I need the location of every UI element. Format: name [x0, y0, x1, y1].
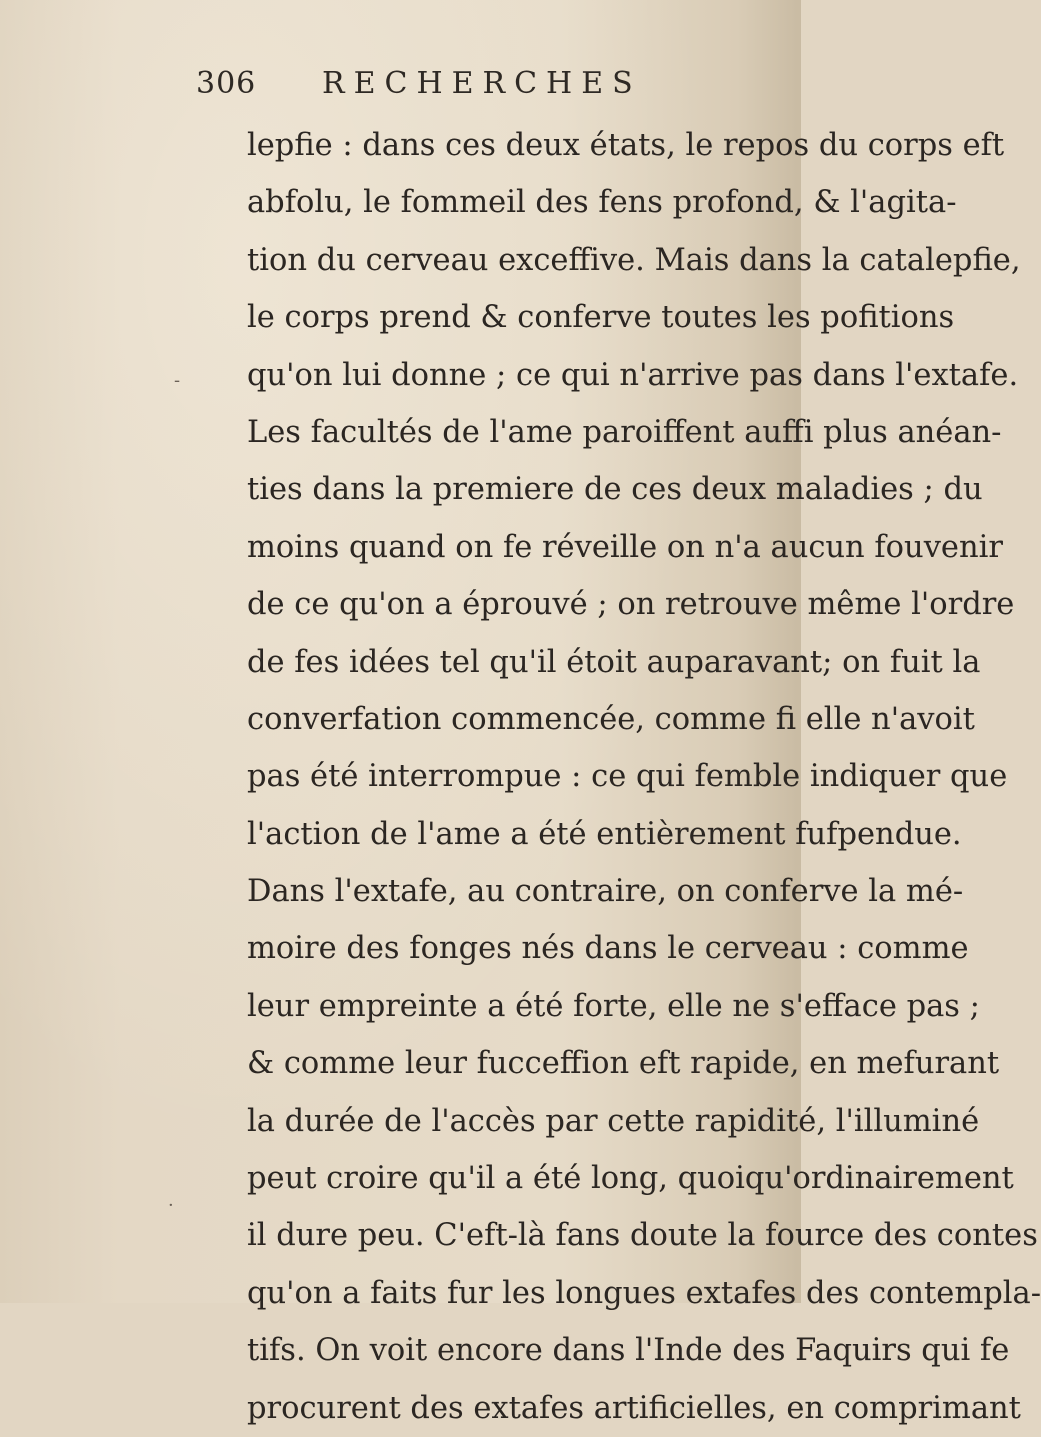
- text-line: peut croire qu'il a été long, quoiqu'ordinairement: [247, 1161, 1014, 1197]
- text-line: Dans l'extafe, au contraire, on conferve la mé-: [247, 874, 964, 910]
- text-line: tion du cerveau exceffive. Mais dans la catalepfie,: [247, 242, 1021, 278]
- running-title: RECHERCHES: [322, 66, 642, 101]
- text-line: qu'on lui donne ; ce qui n'arrive pas dans l'extafe.: [247, 357, 1019, 393]
- text-line: moins quand on fe réveille on n'a aucun fouvenir: [247, 529, 1003, 565]
- text-line: qu'on a faits fur les longues extafes des contempla-: [247, 1275, 1041, 1311]
- text-line: le corps prend & conferve toutes les pofitions: [247, 300, 955, 336]
- text-line: lepfie : dans ces deux états, le repos du corps eft: [247, 128, 1005, 163]
- text-line: de fes idées tel qu'il étoit auparavant; on fuit la: [247, 644, 981, 680]
- text-line: la durée de l'accès par cette rapidité, l'illuminé: [247, 1103, 980, 1139]
- text-line: procurent des extafes artificielles, en comprimant: [247, 1390, 1021, 1426]
- text-line: Les facultés de l'ame paroiffent auffi plus anéan-: [247, 414, 1002, 450]
- text-line: converfation commencée, comme fi elle n'avoit: [247, 701, 975, 737]
- text-line: moire des fonges nés dans le cerveau : comme: [247, 931, 969, 967]
- text-line: l'action de l'ame a été entièrement fufpendue.: [247, 816, 962, 852]
- text-line: il dure peu. C'eft-là fans doute la fource des contes: [247, 1218, 1038, 1254]
- text-line: abfolu, le fommeil des fens profond, & l'agita-: [247, 185, 957, 221]
- text-line: ties dans la premiere de ces deux maladies ; du: [247, 472, 983, 508]
- text-line: leur empreinte a été forte, elle ne s'efface pas ;: [247, 988, 980, 1024]
- body-text: [247, 117, 1041, 1437]
- text-line: & comme leur fucceffion eft rapide, en mefurant: [247, 1046, 1000, 1082]
- text-line: tifs. On voit encore dans l'Inde des Faquirs qui fe: [247, 1333, 1010, 1369]
- page-number: 306: [196, 66, 257, 101]
- text-line: de ce qu'on a éprouvé ; on retrouve même l'ordre: [247, 587, 1015, 623]
- margin-mark: ·: [168, 1195, 174, 1216]
- margin-mark: -: [174, 370, 181, 391]
- text-line: pas été interrompue : ce qui femble indiquer que: [247, 759, 1008, 795]
